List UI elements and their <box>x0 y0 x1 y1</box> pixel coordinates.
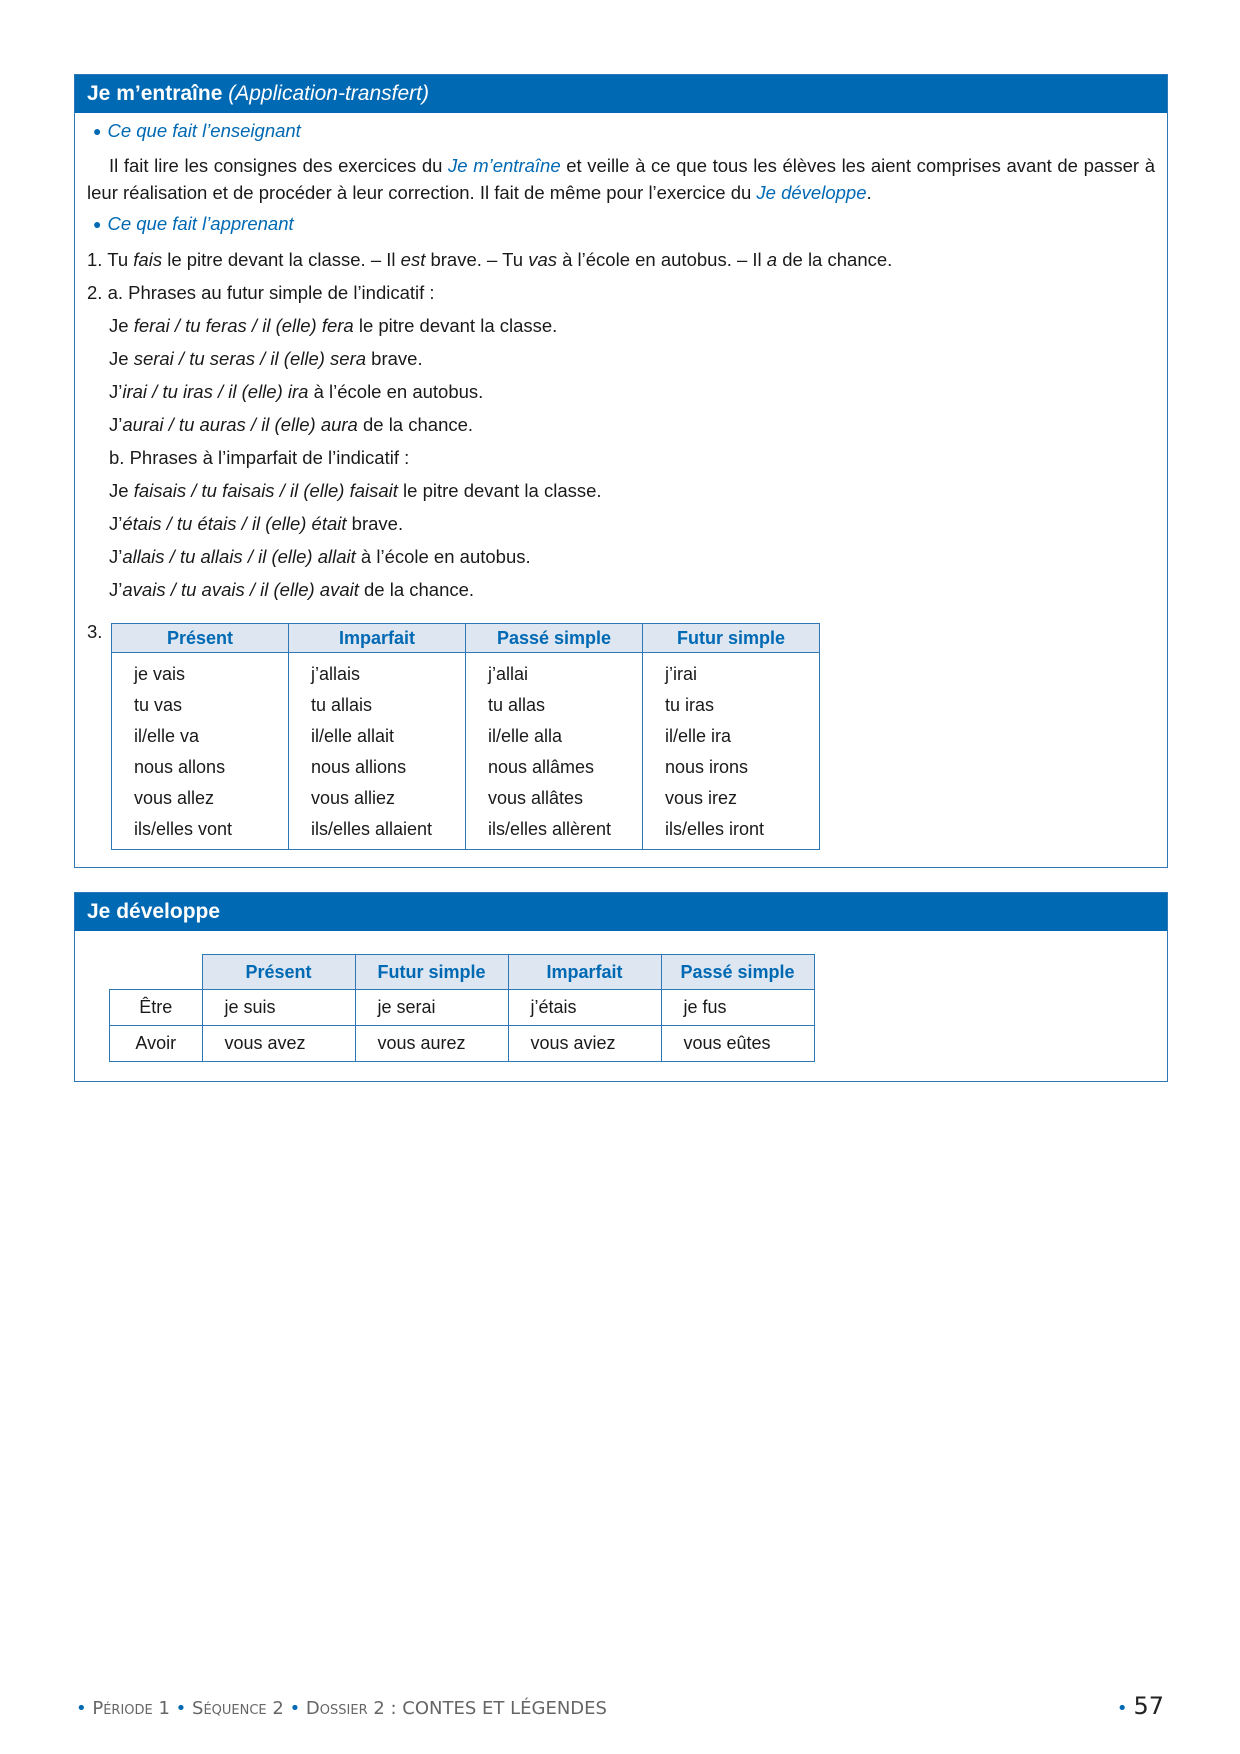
ref-je-developpe: Je développe <box>756 182 867 203</box>
answer-line: J’étais / tu étais / il (elle) était brave. <box>109 513 404 534</box>
footer-periode: Période 1 <box>92 1698 170 1719</box>
table-row <box>112 653 820 691</box>
bullet-icon: • <box>1116 1698 1128 1719</box>
table-cell: je fus <box>661 990 814 1026</box>
answer-line: J’avais / tu avais / il (elle) avait de la chance. <box>109 579 475 600</box>
column-header: Présent <box>112 624 289 653</box>
table-cell: nous allions <box>289 752 466 783</box>
table-cell: je serai <box>355 990 508 1026</box>
conjugation-table-etre-avoir <box>109 954 815 1062</box>
answer-2a-intro: 2. a. Phrases au futur simple de l’indicatif : <box>87 282 435 303</box>
table-cell: vous eûtes <box>661 1026 814 1062</box>
table-row <box>112 783 820 814</box>
table-row <box>112 752 820 783</box>
table-cell: tu vas <box>112 690 289 721</box>
table-row <box>110 1026 815 1062</box>
teacher-heading: ● Ce que fait l’enseignant <box>93 120 301 141</box>
table-cell: ils/elles allaient <box>289 814 466 850</box>
answer-line: J’aurai / tu auras / il (elle) aura de la chance. <box>109 414 474 435</box>
column-header: Passé simple <box>466 624 643 653</box>
table-cell: vous aurez <box>355 1026 508 1062</box>
table-cell: ils/elles iront <box>643 814 820 850</box>
bullet-icon: • <box>175 1698 187 1719</box>
column-header: Futur simple <box>643 624 820 653</box>
table-body <box>112 653 820 850</box>
table-cell: vous alliez <box>289 783 466 814</box>
section-header <box>75 893 1167 931</box>
table-cell: vous aviez <box>508 1026 661 1062</box>
table-cell: vous allâtes <box>466 783 643 814</box>
table-cell: j’allais <box>289 653 466 691</box>
teacher-paragraph: Il fait lire les consignes des exercices du Je m’entraîne et veille à ce que tous les élèves les aient comprises avant de passer à leur réalisation et de procéder à leur correction. Il fait de même pour l’exercice du Je développe. <box>87 155 1155 203</box>
row-header: Être <box>110 990 203 1026</box>
table-cell: tu allais <box>289 690 466 721</box>
footer-theme: CONTES ET LÉGENDES <box>402 1698 607 1719</box>
answer-line: Je faisais / tu faisais / il (elle) faisait le pitre devant la classe. <box>109 480 602 501</box>
table-cell: il/elle ira <box>643 721 820 752</box>
answer-2b-intro: b. Phrases à l’imparfait de l’indicatif : <box>109 447 410 468</box>
answer-line: J’irai / tu iras / il (elle) ira à l’école en autobus. <box>109 381 484 402</box>
table-row <box>112 690 820 721</box>
table-cell: je vais <box>112 653 289 691</box>
table-cell: tu iras <box>643 690 820 721</box>
bullet-icon: ● <box>93 216 102 232</box>
answer-line: Je serai / tu seras / il (elle) sera brave. <box>109 348 423 369</box>
table-cell: je suis <box>202 990 355 1026</box>
table-cell: ils/elles vont <box>112 814 289 850</box>
column-header: Imparfait <box>508 955 661 990</box>
column-header: Passé simple <box>661 955 814 990</box>
column-header: Imparfait <box>289 624 466 653</box>
column-header: Présent <box>202 955 355 990</box>
table-cell: vous avez <box>202 1026 355 1062</box>
answer-line: Je ferai / tu feras / il (elle) fera le pitre devant la classe. <box>109 315 558 336</box>
table-cell: ils/elles allèrent <box>466 814 643 850</box>
answer-1: 1. Tu fais le pitre devant la classe. – Il est brave. – Tu vas à l’école en autobus. – Il a de la chance. <box>87 249 893 270</box>
table-cell: nous allâmes <box>466 752 643 783</box>
section-subtitle: (Application-transfert) <box>228 82 429 105</box>
section-je-mentraine <box>74 74 1168 868</box>
table-cell: j’irai <box>643 653 820 691</box>
footer-dossier: Dossier 2 <box>305 1698 385 1719</box>
bullet-icon: • <box>289 1698 301 1719</box>
table-cell: nous allons <box>112 752 289 783</box>
table-cell: tu allas <box>466 690 643 721</box>
table-cell: vous allez <box>112 783 289 814</box>
table-cell: il/elle alla <box>466 721 643 752</box>
section-header <box>75 75 1167 113</box>
corner-cell <box>110 955 203 990</box>
table-row <box>110 990 815 1026</box>
table-row <box>112 721 820 752</box>
table-cell: il/elle va <box>112 721 289 752</box>
learner-heading: ● Ce que fait l’apprenant <box>93 213 294 234</box>
section-title: Je m’entraîne <box>87 82 223 105</box>
ref-je-mentraine: Je m’entraîne <box>448 155 561 176</box>
footer-sequence: Séquence 2 <box>192 1698 284 1719</box>
table-cell: vous irez <box>643 783 820 814</box>
answer-3-label: 3. <box>87 621 103 642</box>
section-title: Je développe <box>87 900 221 923</box>
section-je-developpe <box>74 892 1168 1082</box>
table-cell: j’allai <box>466 653 643 691</box>
row-header: Avoir <box>110 1026 203 1062</box>
table-row <box>112 814 820 850</box>
table-cell: nous irons <box>643 752 820 783</box>
table-cell: il/elle allait <box>289 721 466 752</box>
conjugation-table-aller <box>111 623 820 850</box>
page-footer: • Période 1 • Séquence 2 • Dossier 2 : CONTES ET LÉGENDES <box>76 1698 607 1719</box>
bullet-icon: ● <box>93 123 102 139</box>
table-cell: j’étais <box>508 990 661 1026</box>
column-header: Futur simple <box>355 955 508 990</box>
answer-line: J’allais / tu allais / il (elle) allait à l’école en autobus. <box>109 546 531 567</box>
page-number: • 57 <box>1116 1692 1164 1720</box>
bullet-icon: • <box>76 1698 87 1719</box>
